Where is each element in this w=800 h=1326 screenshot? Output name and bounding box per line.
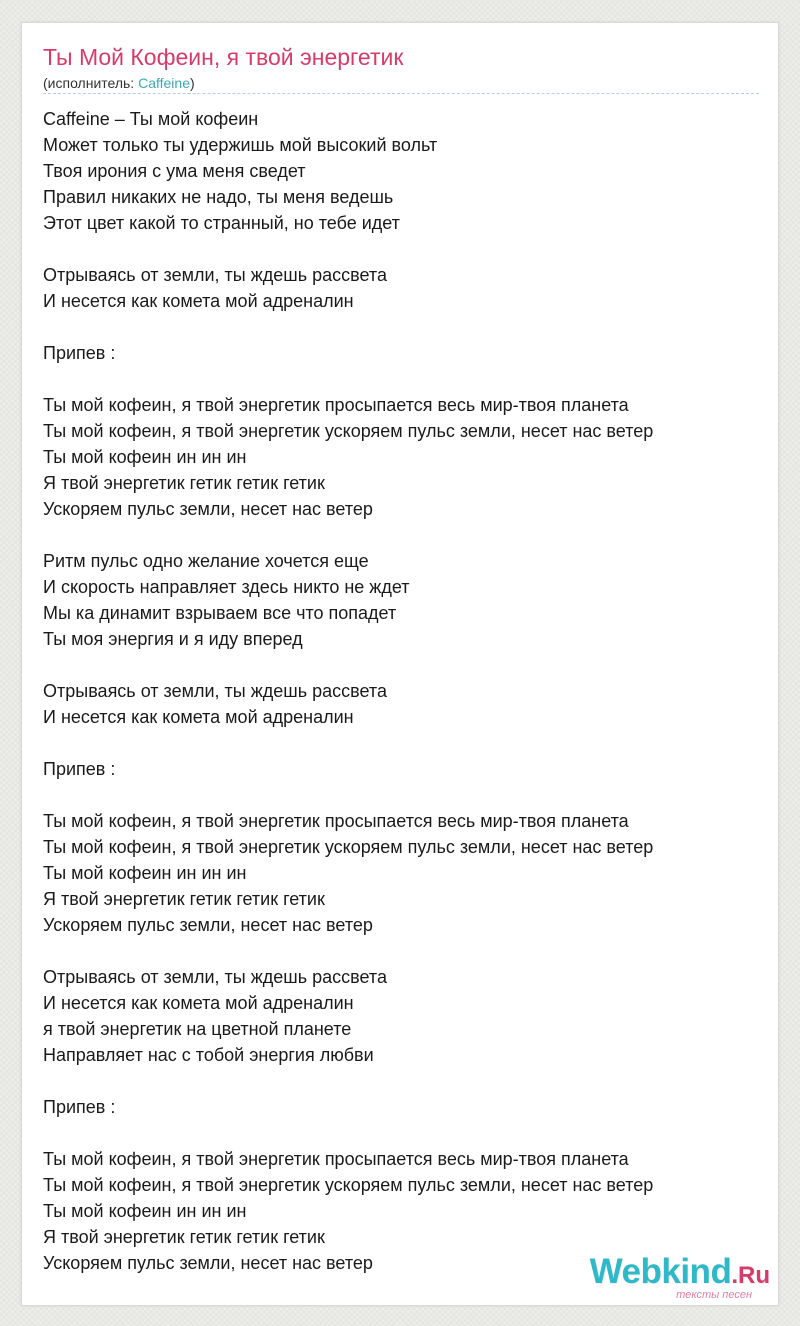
lyric-line: И несется как комета мой адреналин <box>43 993 354 1013</box>
lyric-line: Ускоряем пульс земли, несет нас ветер <box>43 499 373 519</box>
lyric-line: Я твой энергетик гетик гетик гетик <box>43 473 325 493</box>
lyric-line: Ты мой кофеин, я твой энергетик ускоряем пульс земли, несет нас ветер <box>43 1175 654 1195</box>
lyric-line: Ты мой кофеин, я твой энергетик просыпается весь мир-твоя планета <box>43 1149 629 1169</box>
artist-suffix: ) <box>190 75 195 91</box>
lyric-blank-line <box>43 1120 759 1146</box>
lyric-line: Припев : <box>43 1097 116 1117</box>
lyric-blank-line <box>43 938 759 964</box>
lyric-line: Отрываясь от земли, ты ждешь рассвета <box>43 265 387 285</box>
lyric-line: Ты моя энергия и я иду вперед <box>43 629 303 649</box>
logo-wordmark <box>590 1254 770 1294</box>
lyric-line: Я твой энергетик гетик гетик гетик <box>43 1227 325 1247</box>
logo-tagline: тексты песен <box>676 1289 752 1301</box>
lyric-blank-line <box>43 730 759 756</box>
lyric-line: И несется как комета мой адреналин <box>43 707 354 727</box>
lyric-blank-line <box>43 366 759 392</box>
lyric-line: Ты мой кофеин, я твой энергетик ускоряем пульс земли, несет нас ветер <box>43 837 654 857</box>
lyric-line: Я твой энергетик гетик гетик гетик <box>43 889 325 909</box>
lyric-blank-line <box>43 236 759 262</box>
lyric-line: Ускоряем пульс земли, несет нас ветер <box>43 915 373 935</box>
logo-name: Webkind <box>589 1252 732 1291</box>
lyric-line: Ты мой кофеин ин ин ин <box>43 863 247 883</box>
lyric-blank-line <box>43 1068 759 1094</box>
lyric-blank-line <box>43 652 759 678</box>
lyric-line: Ты мой кофеин, я твой энергетик просыпается весь мир-твоя планета <box>43 395 629 415</box>
lyric-line: Правил никаких не надо, ты меня ведешь <box>43 187 394 207</box>
lyric-line: Мы ка динамит взрываем все что попадет <box>43 603 397 623</box>
lyric-blank-line <box>43 782 759 808</box>
lyric-line: Ты мой кофеин, я твой энергетик ускоряем пульс земли, несет нас ветер <box>43 421 654 441</box>
song-title: Ты Мой Кофеин, я твой энергетик <box>43 44 404 70</box>
artist-prefix: (исполнитель: <box>43 75 139 91</box>
lyric-line: Ты мой кофеин ин ин ин <box>43 1201 247 1221</box>
lyric-line: Ты мой кофеин ин ин ин <box>43 447 247 467</box>
lyric-line: Припев : <box>43 343 116 363</box>
artist-link[interactable]: Caffeine <box>138 75 190 91</box>
lyric-line: Ритм пульс одно желание хочется еще <box>43 551 369 571</box>
lyric-line: Caffeine – Ты мой кофеин <box>43 109 259 129</box>
lyric-blank-line <box>43 314 759 340</box>
lyric-line: И скорость направляет здесь никто не ждет <box>43 577 410 597</box>
artist-line <box>43 74 195 92</box>
lyric-line: Отрываясь от земли, ты ждешь рассвета <box>43 681 387 701</box>
lyric-line: я твой энергетик на цветной планете <box>43 1019 352 1039</box>
lyric-line: Ты мой кофеин, я твой энергетик просыпается весь мир-твоя планета <box>43 811 629 831</box>
lyric-blank-line <box>43 522 759 548</box>
lyrics-card <box>21 22 779 1306</box>
lyric-line: Этот цвет какой то странный, но тебе идет <box>43 213 400 233</box>
lyric-line: Ускоряем пульс земли, несет нас ветер <box>43 1253 373 1273</box>
title-divider <box>43 93 759 94</box>
lyric-line: Может только ты удержишь мой высокий вольт <box>43 135 438 155</box>
lyric-line: Направляет нас с тобой энергия любви <box>43 1045 374 1065</box>
logo-tld: .Ru <box>731 1262 770 1289</box>
lyrics-text <box>43 106 759 1276</box>
site-logo[interactable] <box>590 1254 770 1301</box>
lyric-line: И несется как комета мой адреналин <box>43 291 354 311</box>
lyric-line: Твоя ирония с ума меня сведет <box>43 161 306 181</box>
lyric-line: Припев : <box>43 759 116 779</box>
lyric-line: Отрываясь от земли, ты ждешь рассвета <box>43 967 387 987</box>
